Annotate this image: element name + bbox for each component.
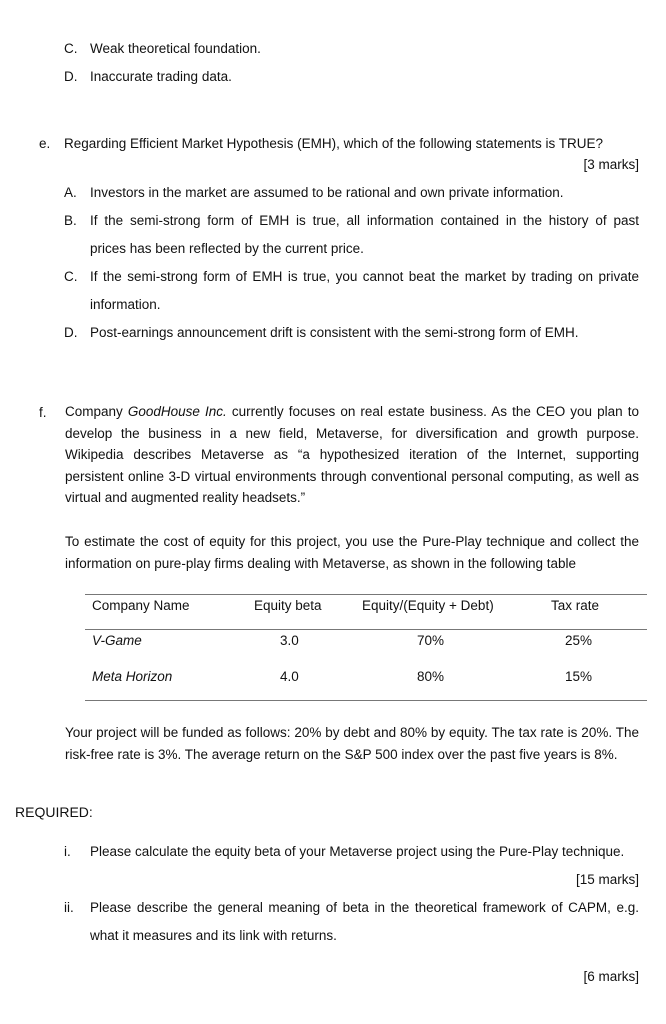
option-text-line: prices has been reflected by the current price. [90, 241, 364, 256]
option-text: Investors in the market are assumed to be rational and own private information. [90, 185, 564, 200]
table-cell: 15% [565, 669, 593, 684]
table-header: Equity/(Equity + Debt) [362, 598, 494, 613]
required-heading: REQUIRED: [15, 804, 93, 820]
table-cell: 3.0 [280, 633, 299, 648]
option-letter: C. [64, 269, 78, 284]
option-letter: D. [64, 325, 78, 340]
table-header: Company Name [92, 598, 190, 613]
paragraph-text: Company [65, 404, 128, 419]
question-stem: Regarding Efficient Market Hypothesis (EMH), which of the following statements is TRUE? [64, 136, 603, 151]
question-letter: e. [39, 136, 51, 151]
option-text-line: If the semi-strong form of EMH is true, all information contained in the history of past [90, 213, 639, 228]
item-text-line: what it measures and its link with returns. [90, 928, 337, 943]
table-cell: 4.0 [280, 669, 299, 684]
table-cell: V-Game [92, 633, 142, 648]
table-cell: 70% [417, 633, 445, 648]
table-cell: 80% [417, 669, 445, 684]
option-letter: D. [64, 69, 78, 84]
question-paragraph: To estimate the cost of equity for this project, you use the Pure-Play technique and collect the information on pure-play firms dealing with Metaverse, as shown in the following table [65, 534, 639, 571]
item-text: Please calculate the equity beta of your Metaverse project using the Pure-Play technique. [90, 844, 625, 859]
table-header: Equity beta [254, 598, 322, 613]
item-text-line: Please describe the general meaning of beta in the theoretical framework of CAPM, e.g. [90, 900, 639, 915]
option-letter: C. [64, 41, 78, 56]
table-cell: 25% [565, 633, 593, 648]
paragraph-text: currently focuses on real estate business. As the CEO you plan to develop the business in a new field, Metaverse, for diversification and growth purpose. Wikipedia describes Metaverse as “a hypothesized iteration of the Internet, supporting persistent online 3-D virtual environments through conventional personal computing, as well as virtual and augmented reality headsets.” [65, 404, 640, 505]
table-cell: Meta Horizon [92, 669, 173, 684]
table-top-rule [85, 594, 647, 595]
company-name: GoodHouse Inc. [127, 404, 227, 419]
table-header: Tax rate [551, 598, 600, 613]
option-text: Inaccurate trading data. [90, 69, 232, 84]
item-numeral: i. [64, 844, 71, 859]
question-marks: [3 marks] [583, 157, 639, 172]
option-text-line: If the semi-strong form of EMH is true, you cannot beat the market by trading on private [90, 269, 639, 284]
item-marks: [15 marks] [575, 872, 639, 887]
item-numeral: ii. [64, 900, 74, 915]
option-text-line: information. [90, 297, 161, 312]
option-text: Post-earnings announcement drift is consistent with the semi-strong form of EMH. [90, 325, 579, 340]
question-paragraph: Your project will be funded as follows: 20% by debt and 80% by equity. The tax rate is 20%. The risk-free rate is 3%. The average return on the S&P 500 index over the past five years is 8%. [65, 725, 639, 762]
question-paragraph [65, 401, 639, 509]
item-marks: [6 marks] [583, 969, 639, 984]
question-letter: f. [39, 405, 47, 420]
table-header-rule [85, 629, 647, 630]
option-letter: B. [64, 213, 77, 228]
option-text: Weak theoretical foundation. [90, 41, 261, 56]
option-letter: A. [64, 185, 77, 200]
table-bottom-rule [85, 700, 647, 701]
